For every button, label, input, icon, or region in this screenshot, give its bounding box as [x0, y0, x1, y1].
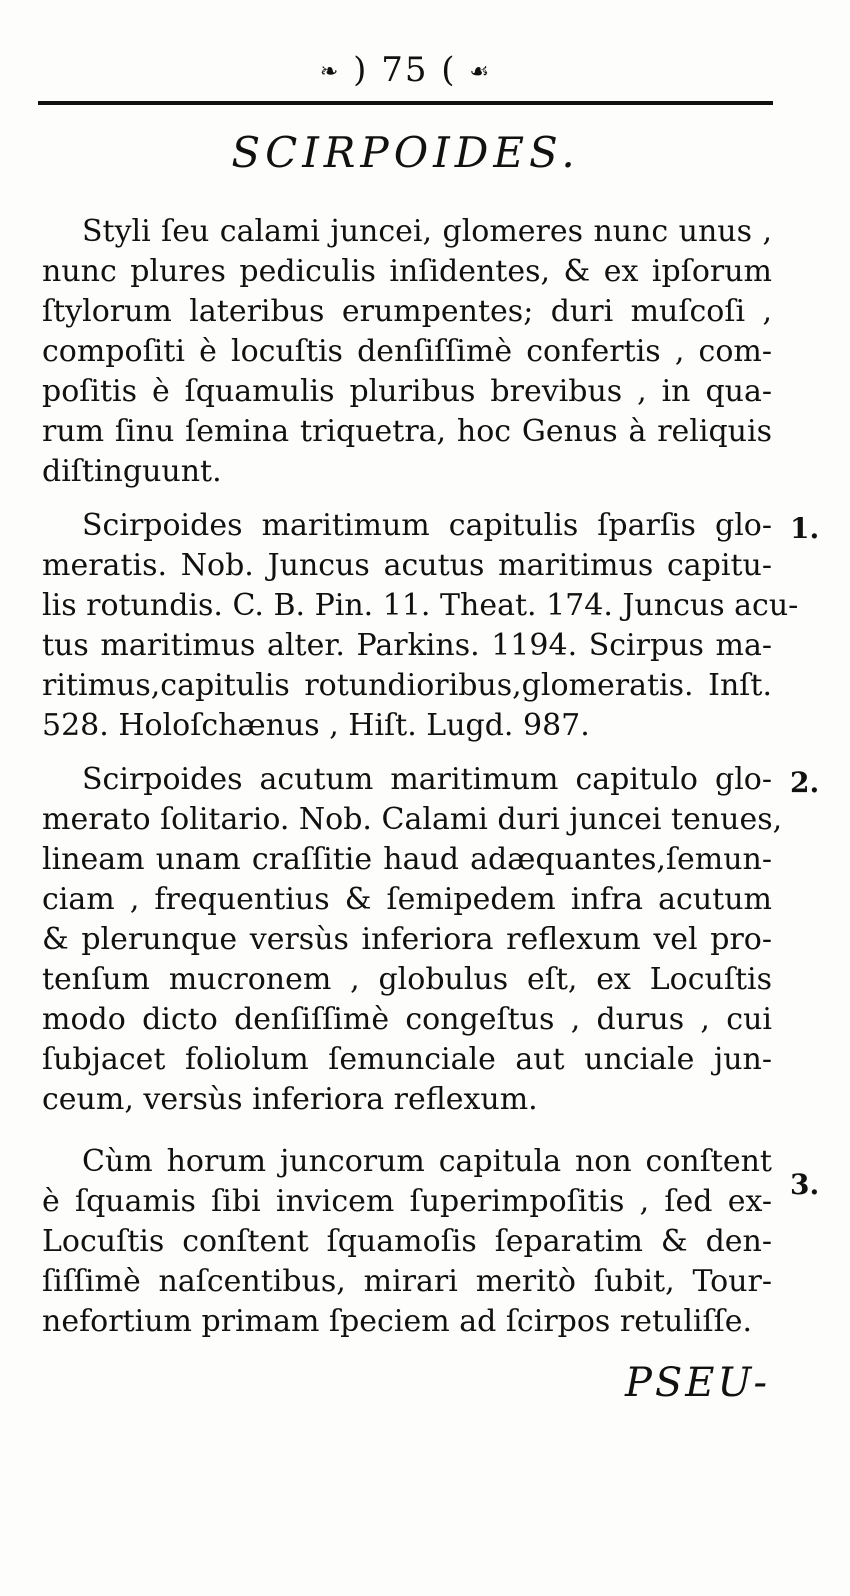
catchword: PSEU-: [624, 1360, 770, 1406]
species-3-paragraph: [42, 1142, 772, 1342]
intro-paragraph: [42, 212, 772, 492]
species-number: 3.: [790, 1168, 820, 1201]
header-rule: [38, 101, 773, 105]
text-line: ceum, versùs inferiora reflexum.: [42, 1082, 538, 1117]
text-line: tus maritimus alter. Parkins. 1194. Scirpus ma-: [42, 628, 772, 663]
page-header: [38, 50, 773, 90]
text-line: Styli ſeu calami juncei, glomeres nunc unus ,: [82, 214, 772, 249]
text-line: modo dicto denſiſſimè congeſtus , durus , cui: [42, 1002, 772, 1037]
right-ornament-icon: ☙: [469, 59, 492, 85]
text-line: Locuſtis conſtent ſquamoſis ſeparatim & den-: [42, 1224, 772, 1259]
text-line: 528. Holoſchænus , Hiſt. Lugd. 987.: [42, 708, 590, 743]
text-line: nunc plures pediculis inſidentes, & ex ipſorum: [42, 254, 772, 289]
text-line: nefortium primam ſpeciem ad ſcirpos retuliſſe.: [42, 1304, 753, 1339]
text-line: compoſiti è locuſtis denſiſſimè confertis , com-: [42, 334, 772, 369]
species-number: 2.: [790, 766, 820, 799]
text-line: diſtinguunt.: [42, 454, 222, 489]
text-line: & plerunque versùs inferiora reflexum vel pro-: [42, 922, 772, 957]
text-line: lis rotundis. C. B. Pin. 11. Theat. 174. Juncus acu-: [42, 588, 799, 623]
text-line: rum ſinu ſemina triquetra, hoc Genus à reliquis: [42, 414, 772, 449]
species-number: 1.: [790, 512, 820, 545]
left-ornament-icon: ❧: [319, 59, 341, 85]
text-line: lineam unam craſſitie haud adæquantes,ſemun-: [42, 842, 772, 877]
species-2-paragraph: [42, 760, 783, 1120]
text-line: tenſum mucronem , globulus eſt, ex Locuſtis: [42, 962, 772, 997]
section-title: SCIRPOIDES.: [231, 128, 580, 177]
text-line: poſitis è ſquamulis pluribus brevibus , in qua-: [42, 374, 772, 409]
text-line: ſubjacet foliolum ſemunciale aut unciale jun-: [42, 1042, 772, 1077]
text-line: ſtylorum lateribus erumpentes; duri muſcoſi ,: [42, 294, 772, 329]
species-1-paragraph: [42, 506, 799, 746]
text-line: ritimus,capitulis rotundioribus,glomeratis. Inſt.: [42, 668, 772, 703]
text-line: ſiſſimè naſcentibus, mirari meritò ſubit, Tour-: [42, 1264, 772, 1299]
text-line: meratis. Nob. Juncus acutus maritimus capitu-: [42, 548, 772, 583]
text-line: Scirpoides maritimum capitulis ſparſis glo-: [82, 508, 772, 543]
text-line: ciam , frequentius & ſemipedem infra acutum: [42, 882, 772, 917]
page-number: ) 75 (: [353, 50, 457, 90]
text-line: Scirpoides acutum maritimum capitulo glo-: [82, 762, 772, 797]
text-line: Cùm horum juncorum capitula non conſtent: [82, 1144, 772, 1179]
text-line: è ſquamis ſibi invicem ſuperimpoſitis , ſed ex-: [42, 1184, 772, 1219]
text-line: merato ſolitario. Nob. Calami duri juncei tenues,: [42, 802, 783, 837]
